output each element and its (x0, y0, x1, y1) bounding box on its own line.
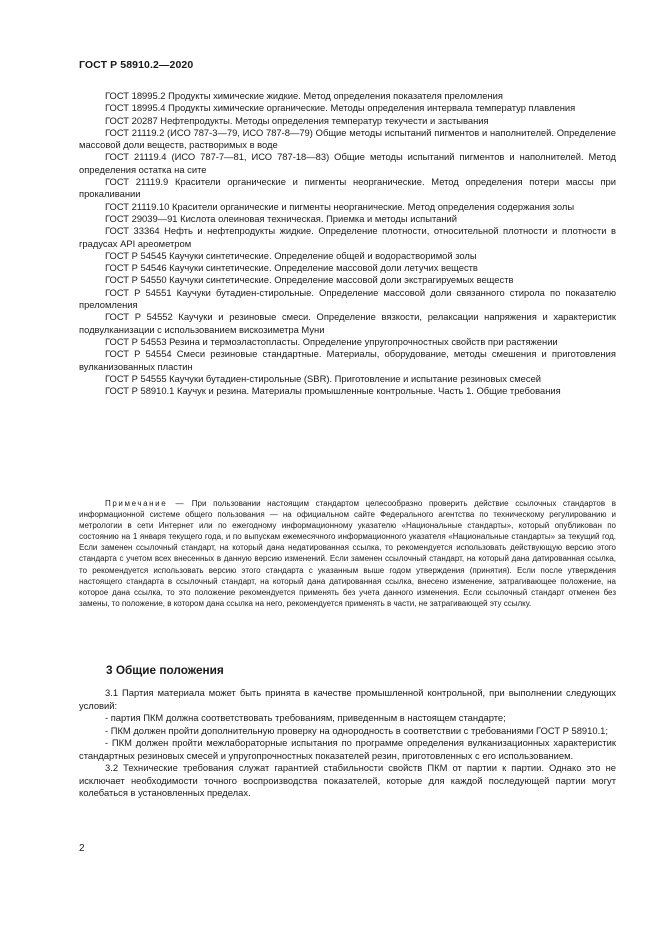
section-title: 3 Общие положения (106, 663, 224, 677)
note-lead: Примечание — (105, 499, 186, 508)
reference-item: ГОСТ 29039—91 Кислота олеиновая техническая. Приемка и методы испытаний (105, 212, 458, 224)
reference-item: ГОСТ 21119.2 (ИСО 787-3—79, ИСО 787-8—79) Общие методы испытаний пигментов и наполнителей. Определение массовой доли веществ, растворимых в воде (79, 126, 616, 151)
page-number: 2 (79, 843, 85, 854)
reference-item: ГОСТ Р 54554 Смеси резиновые стандартные. Материалы, оборудование, методы смешения и приготовления вулканизованных пластин (79, 348, 616, 372)
reference-item: ГОСТ Р 54553 Резина и термоэластопласты. Определение упругопрочностных свойств при растяжении (105, 335, 558, 347)
note-text: При пользовании настоящим стандартом целесообразно проверить действие ссылочных стандартов в информационной системе общего пользования — на официальном сайте Федерального агентства по техническому регулированию и метрологии в сети Интернет или по ежегодному информационному указателю «Национальные стандарты», который опубликован по состоянию на 1 января текущего года, и по выпускам ежемесячного информационного указателя «Национальные стандарты» за текущий год. Если заменен ссылочный стандарт, на который дана недатированная ссылка, то рекомендуется использовать действующую версию этого стандарта с учетом всех внесенных в данную версию изменений. Если заменен ссылочный стандарт, на который дана датированная ссылка, то рекомендуется использовать версию этого стандарта с указанным выше годом утверждения (принятия). Если после утверждения настоящего стандарта в ссылочный стандарт, на который дана датированная ссылка, внесено изменение, затрагивающее положение, на которое дана ссылка, то это положение рекомендуется применять без учета данного изменения. Если ссылочный стандарт отменен без замены, то положение, в котором дана ссылка на него, рекомендуется применять в части, не затрагивающей эту ссылку. (79, 499, 616, 608)
section-paragraph: - ПКМ должен пройти дополнительную проверку на однородность в соответствии с требованиями ГОСТ Р 58910.1; (105, 724, 608, 736)
section-paragraph: - ПКМ должен пройти межлабораторные испытания по программе определения вулканизационных характеристик стандартных резиновых смесей и упругопрочностных показателей резин, приготовленных с его использованием. (79, 737, 616, 761)
reference-item: ГОСТ 21119.10 Красители органические и пигменты неорганические. Метод определения содержания золы (105, 200, 575, 212)
reference-item: ГОСТ Р 54550 Каучуки синтетические. Определение массовой доли экстрагируемых веществ (105, 274, 514, 286)
reference-item: ГОСТ 21119.4 (ИСО 787-7—81, ИСО 787-18—83) Общие методы испытаний пигментов и наполнителей. Метод определения остатка на сите (79, 151, 616, 175)
reference-item: ГОСТ Р 54555 Каучуки бутадиен-стирольные (SBR). Приготовление и испытание резиновых смесей (105, 372, 542, 384)
reference-item: ГОСТ Р 54545 Каучуки синтетические. Определение общей и водорастворимой золы (105, 249, 477, 261)
reference-item: ГОСТ Р 54552 Каучуки и резиновые смеси. Определение вязкости, релаксации напряжения и характеристик подвулканизации с использованием вискозиметра Муни (79, 311, 616, 335)
reference-item: ГОСТ 33364 Нефть и нефтепродукты жидкие. Определение плотности, относительной плотности и плотности в градусах API ареометром (79, 225, 616, 249)
section-paragraph: 3.1 Партия материала может быть принята в качестве промышленной контрольной, при выполнении следующих условий: (79, 687, 616, 711)
reference-item: ГОСТ 18995.4 Продукты химические органические. Методы определения интервала температур плавления (105, 102, 576, 114)
reference-item: ГОСТ 20287 Нефтепродукты. Методы определения температур текучести и застывания (105, 114, 489, 126)
normative-references-list (79, 90, 616, 397)
note-paragraph (79, 498, 616, 609)
section-paragraph: - партия ПКМ должна соответствовать требованиям, приведенным в настоящем стандарте; (105, 712, 506, 723)
section-body (79, 687, 616, 800)
page-header: ГОСТ Р 58910.2—2020 (79, 59, 194, 71)
section-paragraph: 3.2 Технические требования служат гарантией стабильности свойств ПКМ от партии к партии. Однако это не исключает необходимости точного воспроизводства показателей, которые для каждой последующей партии могут колебаться в установленных пределах. (79, 762, 616, 798)
reference-item: ГОСТ Р 58910.1 Каучук и резина. Материалы промышленные контрольные. Часть 1. Общие требования (105, 385, 561, 397)
reference-item: ГОСТ Р 54551 Каучуки бутадиен-стирольные. Определение массовой доли связанного стирола по показателю преломления (79, 286, 616, 311)
reference-item: ГОСТ Р 54546 Каучуки синтетические. Определение массовой доли летучих веществ (105, 262, 478, 274)
reference-item: ГОСТ 18995.2 Продукты химические жидкие. Метод определения показателя преломления (105, 90, 503, 101)
reference-item: ГОСТ 21119.9 Красители органические и пигменты неорганические. Метод определения потери массы при прокаливании (79, 176, 616, 200)
